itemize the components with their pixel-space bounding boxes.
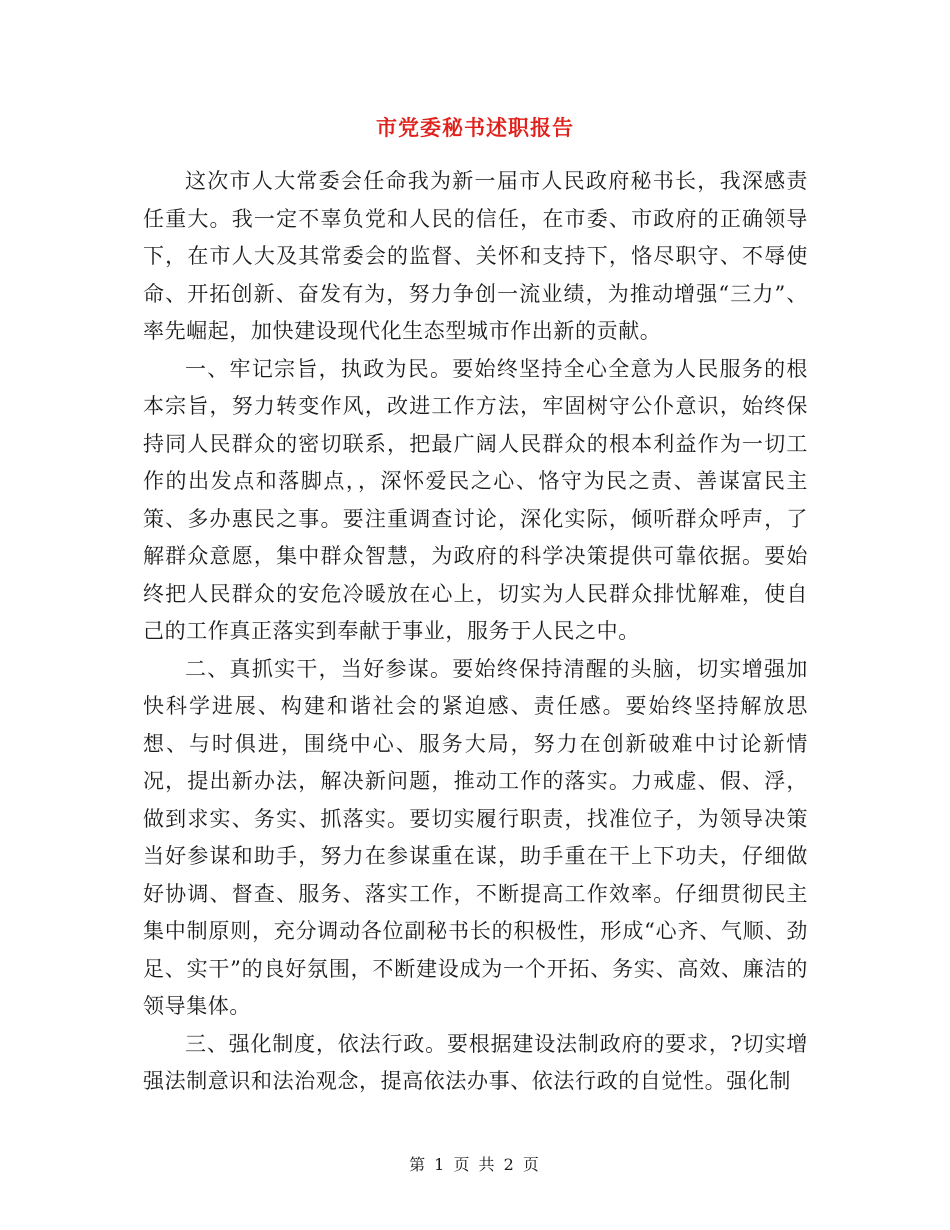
document-body bbox=[143, 163, 808, 1101]
paragraph-section-2: 二、真抓实干，当好参谋。要始终保持清醒的头脑，切实增强加快科学进展、构建和谐社会的紧迫感、责任感。要始终坚持解放思想、与时俱进，围绕中心、服务大局，努力在创新破难中讨论新情况，提出新办法，解决新问题，推动工作的落实。力戒虚、假、浮，做到求实、务实、抓落实。要切实履行职责，找准位子，为领导决策当好参谋和助手，努力在参谋重在谋，助手重在干上下功夫，仔细做好协调、督查、服务、落实工作，不断提高工作效率。仔细贯彻民主集中制原则，充分调动各位副秘书长的积极性，形成“心齐、气顺、劲足、实干”的良好氛围，不断建设成为一个开拓、务实、高效、廉洁的领导集体。 bbox=[143, 656, 808, 1018]
document-title: 市党委秘书述职报告 bbox=[376, 115, 574, 140]
paragraph-section-3: 三、强化制度，依法行政。要根据建设法制政府的要求，?切实增强法制意识和法治观念，提高依法办事、依法行政的自觉性。强化制 bbox=[143, 1031, 808, 1093]
paragraph-section-1: 一、牢记宗旨，执政为民。要始终坚持全心全意为人民服务的根本宗旨，努力转变作风，改进工作方法，牢固树守公仆意识，始终保持同人民群众的密切联系，把最广阔人民群众的根本利益作为一切工作的出发点和落脚点，，深怀爱民之心、恪守为民之责、善谋富民主策、多办惠民之事。要注重调查讨论，深化实际，倾听群众呼声，了解群众意愿，集中群众智慧，为政府的科学决策提供可靠依据。要始终把人民群众的安危冷暖放在心上，切实为人民群众排忧解难，使自己的工作真正落实到奉献于事业，服务于人民之中。 bbox=[143, 356, 808, 643]
paragraph-intro: 这次市人大常委会任命我为新一届市人民政府秘书长，我深感责任重大。我一定不辜负党和人民的信任，在市委、市政府的正确领导下，在市人大及其常委会的监督、关怀和支持下，恪尽职守、不辱使命、开拓创新、奋发有为，努力争创一流业绩，为推动增强“三力”、率先崛起，加快建设现代化生态型城市作出新的贡献。 bbox=[143, 169, 808, 343]
page-footer: 第 1 页 共 2 页 bbox=[409, 1155, 541, 1174]
